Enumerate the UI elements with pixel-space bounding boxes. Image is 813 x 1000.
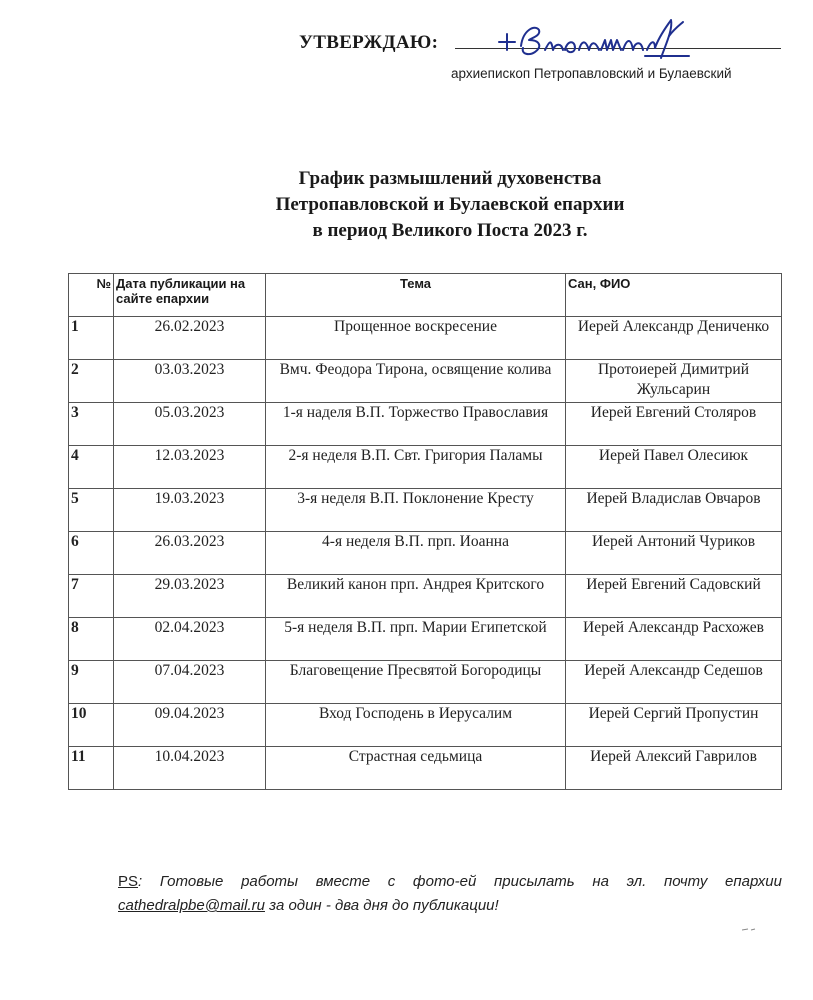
- cell-date: 09.04.2023: [114, 704, 266, 747]
- cell-date: 07.04.2023: [114, 661, 266, 704]
- cell-date: 26.02.2023: [114, 317, 266, 360]
- ps-text-2: за один - два дня до публикации!: [264, 897, 499, 914]
- header-name: Сан, ФИО: [566, 274, 782, 317]
- table-row: [69, 661, 782, 704]
- cell-topic: 5-я неделя В.П. прп. Марии Египетской: [266, 618, 566, 661]
- cell-name: Протоиерей Димитрий Жульсарин: [566, 360, 782, 403]
- cell-number: 10: [69, 704, 114, 747]
- table-row: [69, 446, 782, 489]
- header-date: Дата публикации на сайте епархии: [114, 274, 266, 317]
- cell-topic: Великий канон прп. Андрея Критского: [266, 575, 566, 618]
- cell-date: 02.04.2023: [114, 618, 266, 661]
- cell-date: 10.04.2023: [114, 747, 266, 790]
- ps-label: PS: [118, 873, 139, 890]
- table-row: [69, 360, 782, 403]
- cell-number: 2: [69, 360, 114, 403]
- cell-name: Иерей Евгений Столяров: [566, 403, 782, 446]
- cell-topic: 2-я неделя В.П. Свт. Григория Паламы: [266, 446, 566, 489]
- cell-name: Иерей Алексий Гаврилов: [566, 747, 782, 790]
- ps-note: [118, 870, 782, 918]
- cell-name: Иерей Александр Расхожев: [566, 618, 782, 661]
- table-row: [69, 704, 782, 747]
- cell-date: 26.03.2023: [114, 532, 266, 575]
- cell-date: 03.03.2023: [114, 360, 266, 403]
- cell-topic: Страстная седьмица: [266, 747, 566, 790]
- cell-name: Иерей Евгений Садовский: [566, 575, 782, 618]
- cell-number: 3: [69, 403, 114, 446]
- cell-topic: Благовещение Пресвятой Богородицы: [266, 661, 566, 704]
- table-row: [69, 489, 782, 532]
- header-number: №: [69, 274, 114, 317]
- cell-name: Иерей Сергий Пропустин: [566, 704, 782, 747]
- title-line-1: График размышлений духовенства: [298, 168, 602, 189]
- title-line-3: в период Великого Поста 2023 г.: [312, 220, 588, 241]
- approval-block: [299, 30, 789, 90]
- cell-number: 1: [69, 317, 114, 360]
- signature: [495, 16, 695, 60]
- document-title: [0, 166, 813, 244]
- cell-name: Иерей Павел Олесиюк: [566, 446, 782, 489]
- ps-text-1: : Готовые работы вместе с фото-ей присылать на эл. почту епархии: [138, 873, 782, 890]
- cell-topic: 3-я неделя В.П. Поклонение Кресту: [266, 489, 566, 532]
- cell-number: 11: [69, 747, 114, 790]
- paper-speck: [742, 928, 756, 931]
- cell-date: 05.03.2023: [114, 403, 266, 446]
- approver-title: архиепископ Петропавловский и Булаевский: [451, 66, 732, 81]
- cell-number: 8: [69, 618, 114, 661]
- cell-name: Иерей Александр Дениченко: [566, 317, 782, 360]
- cell-topic: Прощенное воскресение: [266, 317, 566, 360]
- table-row: [69, 532, 782, 575]
- cell-number: 6: [69, 532, 114, 575]
- table-header-row: [69, 274, 782, 317]
- cell-date: 19.03.2023: [114, 489, 266, 532]
- schedule-table: [68, 273, 782, 790]
- cell-name: Иерей Александр Седешов: [566, 661, 782, 704]
- table-row: [69, 575, 782, 618]
- cell-number: 4: [69, 446, 114, 489]
- cell-topic: Вмч. Феодора Тирона, освящение колива: [266, 360, 566, 403]
- cell-topic: 1-я наделя В.П. Торжество Православия: [266, 403, 566, 446]
- cell-number: 7: [69, 575, 114, 618]
- cell-date: 12.03.2023: [114, 446, 266, 489]
- cell-name: Иерей Антоний Чуриков: [566, 532, 782, 575]
- table-row: [69, 403, 782, 446]
- approval-label: УТВЕРЖДАЮ:: [299, 32, 439, 53]
- cell-topic: Вход Господень в Иерусалим: [266, 704, 566, 747]
- table-row: [69, 618, 782, 661]
- table-row: [69, 747, 782, 790]
- table-row: [69, 317, 782, 360]
- cell-name: Иерей Владислав Овчаров: [566, 489, 782, 532]
- cell-number: 5: [69, 489, 114, 532]
- cell-date: 29.03.2023: [114, 575, 266, 618]
- title-line-2: Петропавловской и Булаевской епархии: [275, 194, 625, 215]
- email-link[interactable]: cathedralpbe@mail.ru: [118, 897, 265, 914]
- header-topic: Тема: [266, 274, 566, 317]
- cell-number: 9: [69, 661, 114, 704]
- cell-topic: 4-я неделя В.П. прп. Иоанна: [266, 532, 566, 575]
